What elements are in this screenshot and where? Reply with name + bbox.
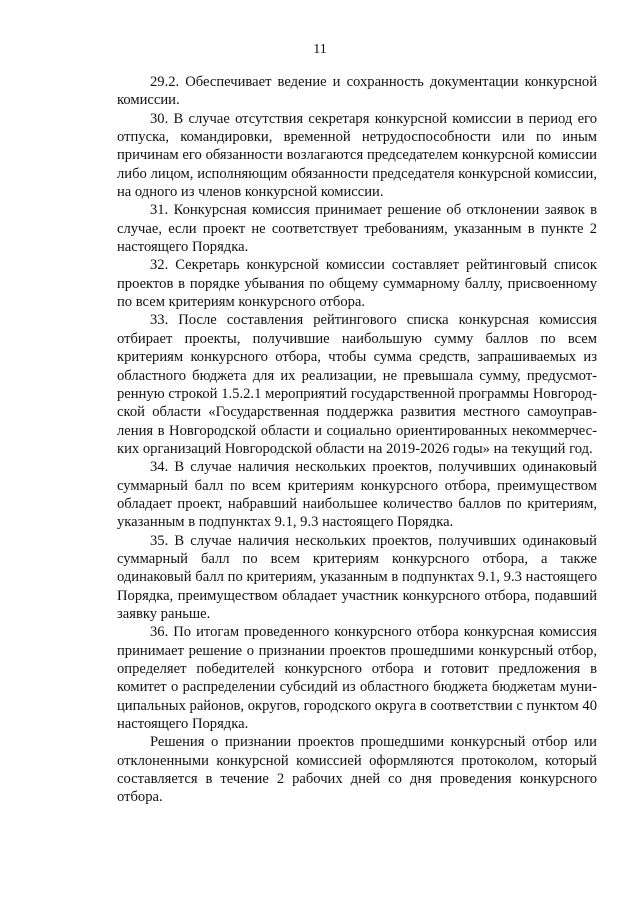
paragraph-decisions: Решения о признании проектов прошедшими конкурсный отбор или отклоненными конкурсной комиссией оформляются протоколом, который составляется в течение 2 рабочих дней со дня проведения конкурсного отбора. [117, 734, 597, 806]
document-body [117, 73, 597, 807]
paragraph-31: 31. Конкурсная комиссия принимает решение об отклонении заявок в случае, если проект не соответствует требованиям, указанным в пункте 2 настоящего Порядка. [117, 202, 597, 256]
paragraph-32: 32. Секретарь конкурсной комиссии составляет рейтинговый список проектов в порядке убывания по общему суммарному баллу, присвоенному по всем критериям конкурсного отбора. [117, 257, 597, 311]
paragraph-33: 33. После составления рейтингового списка конкурсная комиссия отбирает проекты, получившие наибольшую сумму баллов по всем критериям конкурсного отбора, чтобы сумма средств, запрашиваемых из областного бюджета для их реализации, не превышала сумму, предусмотренную строкой 1.5.2.1 мероприятий государственной программы Новгородской области «Государственная поддержка развития местного самоуправления в Новгородской области и социально ориентированных некоммерческих организаций Новгородской области на 2019-2026 годы» на текущий год. [117, 312, 597, 457]
page-number: 11 [313, 42, 327, 57]
paragraph-29-2: 29.2. Обеспечивает ведение и сохранность документации конкурсной комиссии. [117, 74, 597, 109]
paragraph-30: 30. В случае отсутствия секретаря конкурсной комиссии в период его отпуска, командировки, временной нетрудоспособности или по иным причинам его обязанности возлагаются председателем конкурсной комиссии либо лицом, исполняющим обязанности председателя конкурсной комиссии, на одного из членов конкурсной комиссии. [117, 110, 597, 201]
paragraph-36: 36. По итогам проведенного конкурсного отбора конкурсная комиссия принимает решение о признании проектов прошедшими конкурсный отбор, определяет победителей конкурсного отбора и готовит предложения в комитет о распределении субсидий из областного бюджета бюджетам муниципальных районов, округов, городского округа в соответствии с пунктом 40 настоящего Порядка. [117, 624, 597, 733]
paragraph-35: 35. В случае наличия нескольких проектов, получивших одинаковый суммарный балл по всем критериям конкурсного отбора, а также одинаковый балл по критериям, указанным в подпунктах 9.1, 9.3 настоящего Порядка, преимуществом обладает участник конкурсного отбора, подавший заявку раньше. [117, 532, 597, 622]
paragraph-34: 34. В случае наличия нескольких проектов, получивших одинаковый суммарный балл по всем критериям конкурсного отбора, преимуществом обладает проект, набравший наибольшее количество баллов по критериям, указанным в подпунктах 9.1, 9.3 настоящего Порядка. [117, 459, 597, 531]
